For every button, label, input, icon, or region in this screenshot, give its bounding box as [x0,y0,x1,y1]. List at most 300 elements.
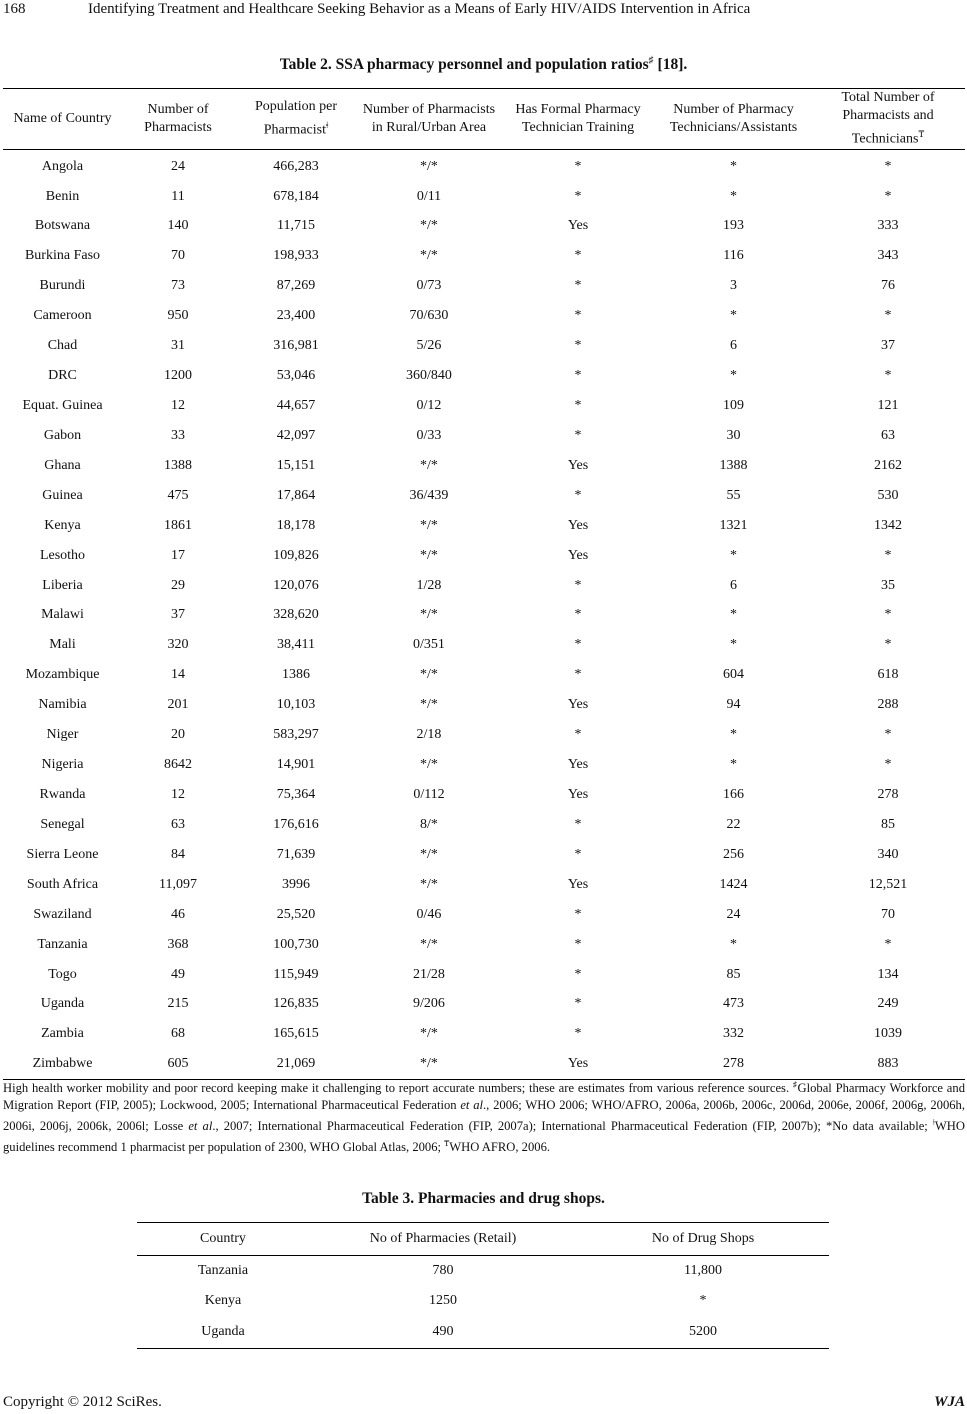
cell-technicians: * [730,607,737,623]
cell-pharmacists: 605 [122,1049,234,1079]
table3 [137,1222,829,1349]
cell-rural-urban: */* [420,248,438,264]
cell-country: Nigeria [41,757,84,773]
cell-technicians: 109 [723,397,744,413]
cell-country: DRC [48,368,77,384]
copyright: Copyright © 2012 SciRes. [3,1394,162,1410]
table3-caption: Table 3. Pharmacies and drug shops. [362,1190,605,1207]
cell-training: * [574,637,582,653]
cell-total: * [884,607,892,623]
cell-rural-urban: 0/11 [416,188,442,204]
cell-country: Mali [49,637,76,653]
cell-population-per-pharmacist: 23,400 [276,308,316,324]
table-row [3,930,965,960]
cell-technicians: * [730,547,737,563]
cell-pharmacists: 215 [167,996,189,1012]
cell-population-per-pharmacist: 120,076 [273,577,319,593]
cell-pharmacists: 8642 [164,757,192,773]
cell-training: * [574,966,582,982]
cell-pharmacists: 12 [171,397,185,413]
table2-caption-ref: [18]. [653,56,688,74]
table-row [3,331,965,361]
cell-technicians: 30 [726,427,741,443]
col-header-pharmacists: Number of Pharmacists [122,89,234,150]
cell-pharmacies: 490 [309,1316,577,1349]
col-header-population-mark: ǂ [325,120,329,130]
cell-total: * [884,547,892,563]
cell-country: Senegal [40,816,85,832]
cell-training: * [574,607,582,623]
cell-total: * [884,158,892,174]
cell-population-per-pharmacist: 53,046 [276,368,316,384]
cell-total: 134 [877,966,899,982]
cell-rural-urban: 36/439 [409,487,449,503]
cell-rural-urban: 70/630 [409,308,449,324]
cell-pharmacists: 950 [167,308,189,324]
cell-training: * [574,727,582,743]
cell-country: Gabon [43,427,82,443]
cell-training: * [574,1026,582,1042]
cell-population-per-pharmacist: 1386 [282,667,310,683]
cell-rural-urban: 0/112 [413,786,445,802]
footnote-etal-2: et al [188,1119,213,1134]
page-number: 168 [3,1,26,17]
cell-total: * [884,188,892,204]
cell-rural-urban: */* [420,1026,438,1042]
cell-country: Liberia [42,577,83,593]
cell-population-per-pharmacist: 44,657 [276,397,316,413]
cell-country: South Africa [26,876,99,892]
running-title: Identifying Treatment and Healthcare Seeking Behavior as a Means of Early HIV/AIDS Intervention in Africa [88,1,751,17]
cell-country: Swaziland [33,906,92,922]
cell-population-per-pharmacist: 15,151 [276,457,316,473]
cell-country: Namibia [38,697,87,713]
cell-country: Tanzania [197,1263,249,1278]
cell-training: * [574,188,582,204]
cell-rural-urban: 0/73 [416,278,442,294]
table-row [3,182,965,212]
col-header-rural-urban: Number of Pharmacists in Rural/Urban Area [358,89,500,150]
col-header-population-per-pharmacist [234,89,358,150]
cell-country: Sierra Leone [26,846,99,862]
cell-technicians: * [730,158,737,174]
cell-technicians: 1388 [719,457,748,473]
table-row [3,241,965,271]
journal-abbrev: WJA [934,1394,965,1410]
cell-pharmacists: 11 [171,188,185,204]
cell-rural-urban: 1/28 [416,577,442,593]
cell-total: 1342 [874,517,902,533]
col-header-training: Has Formal Pharmacy Technician Training [500,89,656,150]
cell-technicians: 1321 [719,517,748,533]
cell-pharmacists: 320 [167,637,189,653]
cell-country: Ghana [44,457,81,473]
col-header-total-text: Total Number of Pharmacists and Technicians [841,90,935,147]
cell-population-per-pharmacist: 38,411 [277,637,315,653]
footnote-part-3: ., 2006; WHO 2006; WHO/AFRO, 2006a, 2006b, 2006c, 2006d, 2006e, 2006f, 2006g, 2006h, 2006i, 2006j, 2006k, 2006l; Losse [3,1098,965,1134]
cell-pharmacists: 49 [171,966,185,982]
cell-country: Tanzania [37,936,88,952]
col-header-population-text: Population per Pharmacist [254,99,338,138]
cell-rural-urban: 9/206 [413,996,445,1012]
cell-total: 249 [877,996,899,1012]
cell-total: * [884,368,892,384]
table-row [3,690,965,720]
cell-pharmacists: 140 [167,218,189,234]
table-row [137,1316,829,1349]
cell-population-per-pharmacist: 198,933 [273,248,319,264]
cell-pharmacies: 1250 [429,1293,457,1308]
cell-pharmacists: 46 [171,906,185,922]
footnote-part-4: ., 2007; International Pharmaceutical Federation (FIP, 2007a); International Pharmaceutical Federation (FIP, 2007b); *No data available; [212,1119,933,1134]
cell-technicians: 473 [723,996,744,1012]
cell-total: 12,521 [868,876,908,892]
table2-caption-text: Table 2. SSA pharmacy personnel and population ratios [279,56,649,74]
cell-rural-urban: 0/12 [416,397,442,413]
table3-body [137,1256,829,1349]
cell-rural-urban: */* [420,757,438,773]
cell-drug-shops: * [699,1293,707,1308]
running-header [0,0,967,22]
cell-technicians: 332 [723,1026,744,1042]
col-header-total [811,89,965,150]
cell-country: Zambia [41,1026,84,1042]
cell-country: Uganda [137,1316,309,1349]
t3-col-header-country: Country [137,1223,309,1256]
cell-rural-urban: */* [420,697,438,713]
cell-technicians: 22 [726,816,741,832]
cell-population-per-pharmacist: 115,949 [273,966,319,982]
cell-training: * [574,667,582,683]
cell-rural-urban: 0/33 [416,427,442,443]
cell-country: Mozambique [25,667,100,683]
table-row [3,840,965,870]
cell-training: * [574,846,582,862]
cell-rural-urban: */* [420,457,438,473]
cell-pharmacists: 17 [171,547,185,563]
col-header-technicians: Number of Pharmacy Technicians/Assistants [656,89,811,150]
cell-country: Burundi [39,278,86,294]
cell-country: Niger [46,727,79,743]
cell-pharmacists: 37 [171,607,185,623]
cell-total: * [884,757,892,773]
cell-rural-urban: 2/18 [416,727,442,743]
cell-training: Yes [567,697,589,713]
cell-training: * [574,996,582,1012]
cell-training: * [574,397,582,413]
table-row [3,149,965,181]
cell-technicians: * [730,188,737,204]
cell-population-per-pharmacist: 316,981 [273,338,319,354]
footnote-part-1: High health worker mobility and poor record keeping make it challenging to report accurate numbers; these are estimates from various reference sources. [3,1081,793,1096]
cell-population-per-pharmacist: 466,283 [273,158,319,174]
cell-training: * [574,158,582,174]
cell-total: 76 [881,278,895,294]
cell-pharmacists: 63 [171,816,185,832]
cell-rural-urban: 21/28 [413,966,445,982]
cell-rural-urban: */* [420,218,438,234]
cell-country: Togo [48,966,77,982]
cell-technicians: 116 [723,248,744,264]
table-row [3,870,965,900]
cell-population-per-pharmacist: 18,178 [276,517,316,533]
t3-col-header-pharmacies: No of Pharmacies (Retail) [309,1223,577,1256]
table-row [3,481,965,511]
cell-pharmacists: 1200 [164,368,192,384]
cell-pharmacists: 31 [171,338,185,354]
cell-total: * [884,936,892,952]
cell-pharmacists: 14 [171,667,185,683]
cell-pharmacists: 68 [171,1026,185,1042]
cell-population-per-pharmacist: 176,616 [273,816,319,832]
table-row [137,1286,829,1316]
table-row [3,212,965,242]
cell-population-per-pharmacist: 21,069 [234,1049,358,1079]
cell-training: Yes [567,757,589,773]
col-header-country: Name of Country [3,89,122,150]
cell-training: * [574,816,582,832]
table-row [3,451,965,481]
cell-population-per-pharmacist: 165,615 [273,1026,319,1042]
cell-country: Burkina Faso [24,248,101,264]
footnote-part-2: Global Pharmacy Workforce and Migration Report (FIP, 2005); Lockwood, 2005; International Pharmaceutical Federation [3,1081,965,1113]
cell-pharmacists: 1388 [164,457,192,473]
cell-technicians: 24 [726,906,741,922]
cell-total: 288 [877,697,899,713]
table-row [3,301,965,331]
table2-caption-mark: ♯ [648,55,654,66]
cell-population-per-pharmacist: 678,184 [273,188,319,204]
cell-training: * [574,248,582,264]
cell-population-per-pharmacist: 10,103 [276,697,316,713]
cell-total: 37 [881,338,895,354]
cell-country: Equat. Guinea [22,397,103,413]
cell-training: * [574,577,582,593]
table-row [3,750,965,780]
cell-training: * [574,427,582,443]
cell-country: Angola [41,158,84,174]
table-row [3,361,965,391]
cell-rural-urban: 0/351 [413,637,445,653]
cell-technicians: 604 [723,667,744,683]
cell-country: Uganda [40,996,85,1012]
table-row [3,600,965,630]
table-row [3,391,965,421]
cell-technicians: * [730,936,737,952]
cell-rural-urban: */* [420,876,438,892]
cell-population-per-pharmacist: 109,826 [273,547,319,563]
cell-rural-urban: */* [420,667,438,683]
cell-pharmacists: 73 [171,278,185,294]
cell-population-per-pharmacist: 42,097 [276,427,316,443]
cell-total: * [884,637,892,653]
cell-pharmacists: 12 [171,786,185,802]
cell-technicians: 193 [723,218,744,234]
table-row [3,630,965,660]
cell-pharmacists: 20 [171,727,185,743]
cell-technicians: * [730,727,737,743]
cell-country: Zimbabwe [3,1049,122,1079]
cell-population-per-pharmacist: 11,715 [277,218,315,234]
cell-total: 530 [877,487,899,503]
cell-rural-urban: 8/* [420,816,438,832]
table2-body [3,149,965,1080]
cell-population-per-pharmacist: 583,297 [273,727,319,743]
cell-pharmacists: 1861 [164,517,192,533]
table-row [3,1019,965,1049]
col-header-total-mark: ₸ [918,129,925,139]
cell-total: 2162 [874,457,902,473]
table-row [3,571,965,601]
cell-total: 343 [877,248,899,264]
page-footer [3,1394,965,1414]
cell-rural-urban: */* [420,936,438,952]
cell-technicians: 55 [726,487,741,503]
cell-population-per-pharmacist: 14,901 [276,757,316,773]
cell-pharmacists: 11,097 [159,876,197,892]
footnote-part-6: WHO AFRO, 2006. [449,1140,551,1155]
cell-technicians: 3 [730,278,737,294]
table2-header-row [3,89,965,150]
cell-pharmacists: 70 [171,248,185,264]
footnote-mark-2: ǂ [932,1118,935,1128]
cell-training: Yes [567,547,589,563]
table-row [3,900,965,930]
cell-rural-urban: */* [420,517,438,533]
cell-training: * [574,278,582,294]
cell-total: 35 [881,577,895,593]
cell-technicians: 85 [726,966,741,982]
cell-training: Yes [500,1049,656,1079]
cell-rural-urban: 360/840 [406,368,452,384]
table-row [3,541,965,571]
cell-country: Cameroon [33,308,92,324]
cell-population-per-pharmacist: 75,364 [276,786,316,802]
cell-population-per-pharmacist: 126,835 [273,996,319,1012]
cell-country: Botswana [34,218,91,234]
cell-pharmacists: 33 [171,427,185,443]
cell-technicians: 166 [723,786,744,802]
cell-total: 121 [877,397,899,413]
cell-pharmacists: 368 [167,936,189,952]
table-row [3,780,965,810]
table-row [3,660,965,690]
cell-total: * [884,308,892,324]
cell-rural-urban: */* [420,547,438,563]
cell-training: Yes [567,457,589,473]
t3-col-header-drug-shops: No of Drug Shops [577,1223,829,1256]
table2 [3,88,965,1080]
cell-population-per-pharmacist: 3996 [282,876,310,892]
table-row [3,989,965,1019]
cell-rural-urban: 0/46 [416,906,442,922]
cell-technicians: 256 [723,846,744,862]
cell-technicians: 6 [730,577,737,593]
cell-training: Yes [567,786,589,802]
table-row [3,720,965,750]
cell-total: 340 [877,846,899,862]
cell-rural-urban: */* [420,158,438,174]
cell-training: Yes [567,218,589,234]
cell-population-per-pharmacist: 87,269 [276,278,316,294]
cell-training: * [574,487,582,503]
cell-drug-shops: 11,800 [684,1263,722,1278]
cell-population-per-pharmacist: 71,639 [276,846,316,862]
table-row [137,1256,829,1287]
table-row [3,810,965,840]
cell-rural-urban: 5/26 [416,338,442,354]
cell-technicians: * [730,757,737,773]
cell-total: 85 [881,816,895,832]
cell-population-per-pharmacist: 100,730 [273,936,319,952]
cell-rural-urban: */* [420,607,438,623]
table2-footnote [3,1076,965,1157]
cell-country: Chad [47,338,78,354]
cell-training: * [574,308,582,324]
cell-total: 63 [881,427,895,443]
cell-training: * [574,906,582,922]
cell-pharmacists: 84 [171,846,185,862]
table3-header-row [137,1223,829,1256]
cell-country: Rwanda [39,786,86,802]
cell-total: 278 [877,786,899,802]
cell-country: Guinea [42,487,83,503]
cell-population-per-pharmacist: 17,864 [276,487,316,503]
cell-country: Lesotho [39,547,86,563]
cell-training: * [574,368,582,384]
footnote-part-5: WHO guidelines recommend 1 pharmacist per population of 2300, WHO Global Atlas, 2006; [3,1119,965,1155]
cell-total: 618 [877,667,899,683]
cell-total: 70 [881,906,895,922]
cell-country: Kenya [44,517,81,533]
cell-pharmacists: 24 [171,158,185,174]
cell-total: 883 [811,1049,965,1079]
cell-total: * [884,727,892,743]
cell-training: * [574,936,582,952]
cell-technicians: * [730,308,737,324]
footnote-etal-1: et al [460,1098,484,1113]
cell-pharmacists: 201 [167,697,189,713]
cell-total: 1039 [874,1026,902,1042]
cell-technicians: * [730,368,737,384]
footnote-mark-1: ♯ [792,1080,798,1089]
cell-rural-urban: */* [420,846,438,862]
cell-pharmacies: 780 [432,1263,454,1278]
cell-technicians: 6 [730,338,737,354]
cell-drug-shops: 5200 [577,1316,829,1349]
table-row [3,960,965,990]
cell-total: 333 [877,218,899,234]
cell-technicians: 1424 [719,876,748,892]
table-row [3,421,965,451]
table-row [3,271,965,301]
cell-training: Yes [567,517,589,533]
cell-pharmacists: 29 [171,577,185,593]
cell-country: Malawi [41,607,84,623]
footnote-mark-3: ₸ [444,1139,450,1149]
cell-country: Benin [45,188,80,204]
cell-population-per-pharmacist: 328,620 [273,607,319,623]
cell-population-per-pharmacist: 25,520 [276,906,316,922]
table2-caption [0,55,967,74]
cell-technicians: 278 [656,1049,811,1079]
cell-technicians: * [730,637,737,653]
cell-rural-urban: */* [358,1049,500,1079]
cell-pharmacists: 475 [167,487,189,503]
cell-country: Kenya [204,1293,242,1308]
table-row [3,511,965,541]
cell-training: Yes [567,876,589,892]
